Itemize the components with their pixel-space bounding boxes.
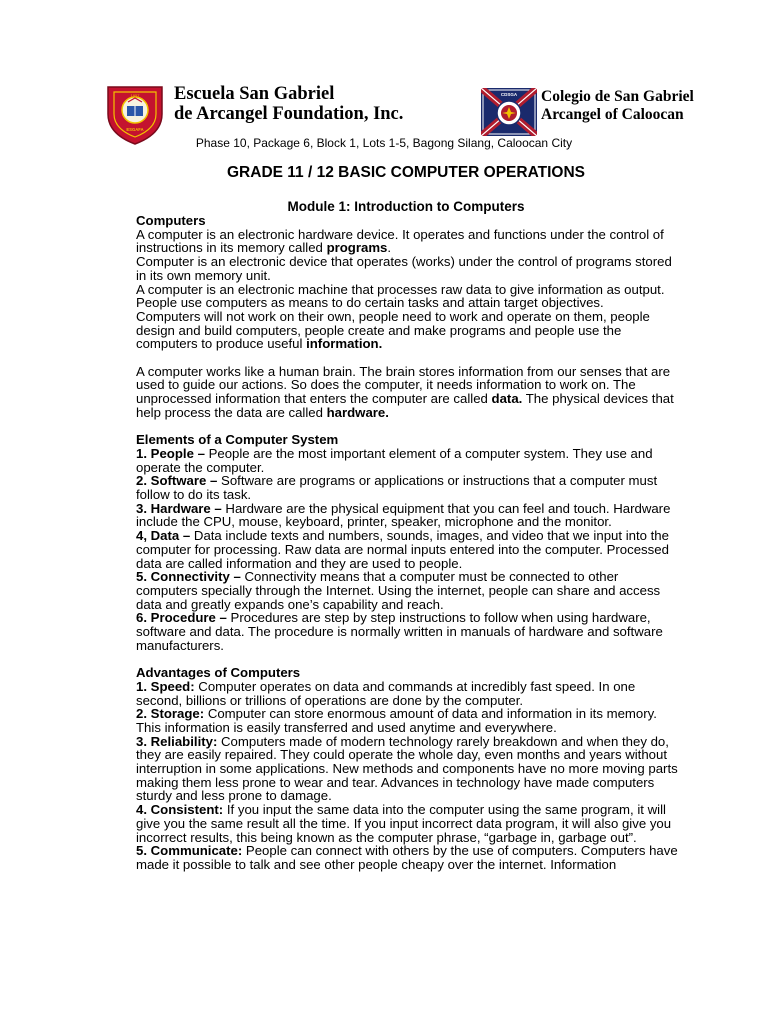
svg-text:CDSGA: CDSGA xyxy=(500,92,518,97)
paragraph xyxy=(136,228,682,255)
left-school-name xyxy=(174,84,403,124)
bold-term: programs xyxy=(326,240,388,256)
text-run: A computer works like a human brain. The brain stores information from our senses that are used to guide our actions. So does the computer, it needs information to work on. The unprocessed information that enters the computer are called xyxy=(136,363,671,407)
right-school-name xyxy=(541,88,694,124)
item-label: 1. Speed: xyxy=(136,678,195,694)
item-text: People can connect with others by the use of computers. Computers have made it possible to talk and see other people cheapy over the internet. Information xyxy=(136,843,678,872)
item-text: Connectivity means that a computer must be connected to other computers specially through the Internet. Using the internet, people can share and access data and greatly expands one’s capability and reach. xyxy=(136,569,661,612)
item-text: Hardware are the physical equipment that you can feel and touch. Hardware include the CPU, mouse, keyboard, printer, speaker, microphone and the monitor. xyxy=(136,500,671,530)
item-label: 5. Communicate: xyxy=(136,843,243,859)
list-item xyxy=(136,803,682,844)
school-address: Phase 10, Package 6, Block 1, Lots 1-5, Bagong Silang, Caloocan City xyxy=(195,136,573,150)
svg-text:ESGAFA: ESGAFA xyxy=(126,127,144,132)
module-title: Module 1: Introduction to Computers xyxy=(287,199,525,214)
left-school-line2: de Arcangel Foundation, Inc. xyxy=(174,104,404,124)
document-title: GRADE 11 / 12 BASIC COMPUTER OPERATIONS xyxy=(227,164,585,181)
item-text: Procedures are step by step instructions to follow when using hardware, software and data. The procedure is normally written in manuals of hardware and software manufacturers. xyxy=(136,610,663,653)
item-text: Computer can store enormous amount of data and information in its memory. This information is easily transferred and used anytime and everywhere. xyxy=(136,706,657,735)
item-text: Computers made of modern technology rarely breakdown and when they do, they are easily repaired. They could operate the whole day, even months and years without interruption in some applications. New methods and components have no more moving parts making them less prone to wear and tear. Advances in technology have made computers sturdy and less prone to damage. xyxy=(136,733,678,804)
item-text: Software are programs or applications or instructions that a computer must follow to do its task. xyxy=(136,473,658,503)
list-item xyxy=(136,474,682,501)
paragraph xyxy=(136,365,682,420)
text-run: The physical devices that help process the data are called xyxy=(136,391,674,420)
paragraph: Computer is an electronic device that operates (works) under the control of programs stored in its own memory unit. xyxy=(136,254,672,283)
college-seal-logo xyxy=(481,88,537,136)
item-text: If you input the same data into the computer using the same program, it will give you the same result all the time. If you input incorrect data program, it will also give you incorrect results, this being known as the computer phrase, “garbage in, garbage out”. xyxy=(136,802,672,845)
item-label: 2. Software – xyxy=(136,473,218,489)
list-item xyxy=(136,447,682,474)
item-label: 2. Storage: xyxy=(136,706,205,722)
bold-term: information. xyxy=(306,336,383,352)
item-label: 6. Procedure – xyxy=(136,610,227,626)
list-item xyxy=(136,680,682,707)
text-run: A computer is an electronic hardware device. It operates and functions under the control of instructions in its memory called xyxy=(136,226,664,256)
text-run: Computers will not work on their own, people need to work and operate on them, people design and build computers, people create and make programs and people use the computers to produce useful xyxy=(136,308,650,352)
list-item xyxy=(136,529,682,570)
left-school-line1: Escuela San Gabriel xyxy=(174,84,335,104)
section-heading-computers: Computers xyxy=(136,213,206,228)
section-heading-elements: Elements of a Computer System xyxy=(136,432,339,448)
paragraph: People use computers as means to do certain tasks and attain target objectives. xyxy=(136,295,604,311)
document-header xyxy=(0,0,768,160)
item-text: Data include texts and numbers, sounds, images, and video that we input into the computer for processing. Raw data are normal inputs entered into the computer. Processed data are called information and they are used to people. xyxy=(136,528,669,571)
list-item xyxy=(136,502,682,529)
item-text: People are the most important element of a computer system. They use and operate the computer. xyxy=(136,445,653,475)
item-label: 3. Hardware – xyxy=(136,500,222,516)
list-item xyxy=(136,735,682,804)
right-school-line1: Colegio de San Gabriel xyxy=(541,88,694,105)
bold-term: data. xyxy=(491,391,523,407)
item-label: 5. Connectivity – xyxy=(136,569,241,585)
paragraph xyxy=(136,310,682,351)
item-text: Computer operates on data and commands at incredibly fast speed. In one second, billions or trillions of operations are done by the computer. xyxy=(136,678,636,708)
list-item xyxy=(136,611,682,652)
text-run: . xyxy=(387,240,392,256)
right-school-line2: Arcangel of Caloocan xyxy=(541,106,684,123)
paragraph: A computer is an electronic machine that processes raw data to give information as output. xyxy=(136,281,665,297)
item-label: 4. Consistent: xyxy=(136,802,224,818)
item-label: 1. People – xyxy=(136,445,205,461)
bold-term: hardware. xyxy=(326,404,389,420)
list-item xyxy=(136,570,682,611)
list-item xyxy=(136,844,682,871)
item-label: 3. Reliability: xyxy=(136,733,218,749)
document-body xyxy=(136,214,682,872)
item-label: 4, Data – xyxy=(136,528,191,544)
svg-text:1957: 1957 xyxy=(130,93,140,98)
section-heading-advantages: Advantages of Computers xyxy=(136,665,301,681)
list-item xyxy=(136,707,682,734)
